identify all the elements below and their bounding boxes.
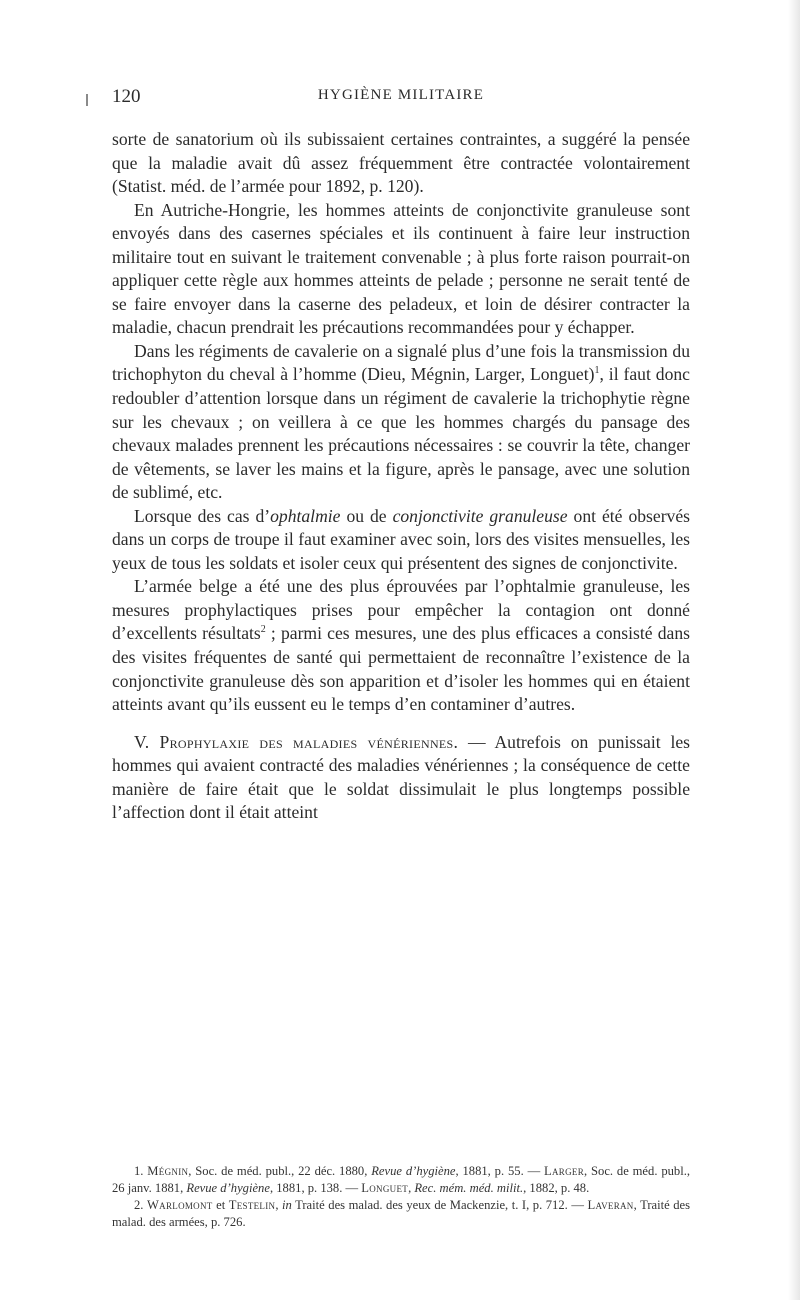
margin-mark [86,94,88,106]
term-ophtalmie: ophtalmie [270,505,341,526]
page-header [112,86,690,116]
paragraph-5: L’armée belge a été une des plus éprouvées par l’ophtalmie granuleuse, les mesures prophylactiques prises pour empêcher la contagion ont donné d’excellents résultats$^2$ ; parmi ces mesures, une des plus efficaces a consisté dans des visites fréquentes de santé qui permettaient de reconnaître l’existence de la conjonctivite granuleuse dès son apparition et d’isoler les hommes qui en étaient atteints avant qu’ils eussent eu le temps d’en contaminer d’autres. [112,576,690,715]
section-heading: V. Prophylaxie des maladies vénériennes. [134,731,459,752]
running-title: HYGIÈNE MILITAIRE [317,87,485,103]
footnote-ref-2: 2 [260,624,266,636]
main-text [112,128,690,825]
page-number: 120 [112,86,141,107]
footnote-1: 1. Mégnin, Soc. de méd. publ., 22 déc. 1880, Revue d’hygiène, 1881, p. 55. — Larger, Soc. de méd. publ., 26 janv. 1881, Revue d’hygiène, 1881, p. 138. — Longuet, Rec. mém. méd. milit., 1882, p. 48. [112,1164,691,1195]
paragraph-2: En Autriche-Hongrie, les hommes atteints de conjonctivite granuleuse sont envoyés dans des casernes spéciales et ils continuent à faire leur instruction militaire tout en suivant le traitement convenable ; à plus forte raison pourrait-on appliquer cette règle aux hommes atteints de pelade ; personne ne serait tenté de se faire envoyer dans la caserne des peladeux, et loin de désirer contracter la maladie, chacun prendrait les précautions recommandées pour y échapper. [112,199,690,338]
paragraph-4: Lorsque des cas d’ophtalmie ou de conjonctivite granuleuse ont été observés dans un corps de troupe il faut examiner avec soin, lors des visites mensuelles, les yeux de tous les soldats et isoler ceux qui présentent des signes de conjonctivite. [112,505,691,573]
section-v: V. Prophylaxie des maladies vénériennes. — Autrefois on punissait les hommes qui avaient contracté des maladies vénériennes ; la conséquence de cette manière de faire était que le soldat dissimulait le plus longtemps possible l’affection dont il était atteint [112,731,690,823]
footnote-2: 2. Warlomont et Testelin, in Traité des malad. des yeux de Mackenzie, t. I, p. 712. — Laveran, Traité des malad. des armées, p. 726. [112,1198,691,1229]
paragraph-1: sorte de sanatorium où ils subissaient certaines contraintes, a suggéré la pensée que la maladie avait dû assez fréquemment être contractée volontairement (Statist. méd. de l’armée pour 1892, p. 120). [112,129,690,197]
paragraph-3: Dans les régiments de cavalerie on a signalé plus d’une fois la transmission du trichophyton du cheval à l’homme (Dieu, Mégnin, Larger, Longuet)$^1$, il faut donc redoubler d’attention lorsque dans un régiment de cavalerie la trichophytie règne sur les chevaux ; on veillera à ce que les hommes chargés du pansage des chevaux malades prennent les précautions nécessaires : se couvrir la tête, changer de vêtements, se laver les mains et la figure, après le pansage, avec une solution de sublimé, etc. [112,340,690,503]
page-edge-shadow [788,0,800,1300]
footnotes [112,1163,690,1231]
term-conjonctivite: conjonctivite granuleuse [392,505,568,526]
footnote-ref-1: 1 [594,365,600,377]
